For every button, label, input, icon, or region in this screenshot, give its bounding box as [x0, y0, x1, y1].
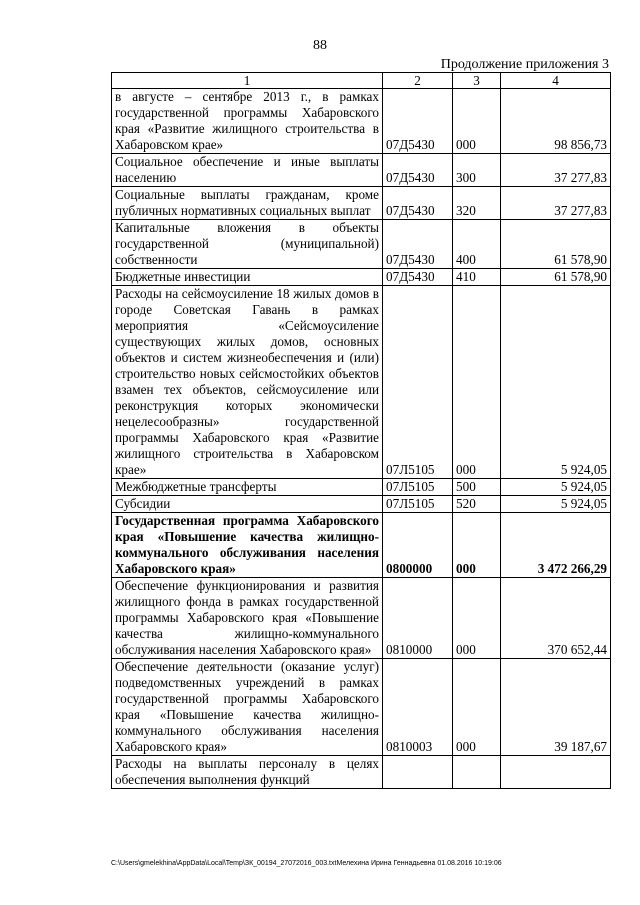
table-row	[112, 756, 611, 789]
row-type-cell: 000	[453, 659, 501, 756]
row-amount-cell: 5 924,05	[501, 496, 611, 513]
column-header-3: 3	[453, 73, 501, 89]
file-path-footer: C:\Users\gmelekhina\AppData\Local\Temp\ЗК_00194_27072016_003.txtМелехина Ирина Геннадьевна 01.08.2016 10:19:06	[111, 860, 502, 867]
row-type-cell: 300	[453, 154, 501, 187]
row-type-cell: 000	[453, 578, 501, 659]
row-type-cell: 520	[453, 496, 501, 513]
row-code-cell: 07Д5430	[383, 89, 453, 154]
table-row	[112, 578, 611, 659]
row-type-cell: 410	[453, 269, 501, 286]
row-amount-cell: 39 187,67	[501, 659, 611, 756]
column-header-2: 2	[383, 73, 453, 89]
table-header-row	[112, 73, 611, 89]
row-code-cell: 0810003	[383, 659, 453, 756]
row-amount-cell: 98 856,73	[501, 89, 611, 154]
row-type-cell: 320	[453, 187, 501, 220]
row-amount-cell: 370 652,44	[501, 578, 611, 659]
row-type-cell: 000	[453, 286, 501, 479]
row-code-cell: 07Л5105	[383, 496, 453, 513]
row-name-cell: Капитальные вложения в объекты государственной (муниципальной) собственности	[112, 220, 383, 269]
row-name-cell: Обеспечение деятельности (оказание услуг) подведомственных учреждений в рамках государственной программы Хабаровского края «Повышение качества жилищно-коммунального обслуживания населения Хабаровского края»	[112, 659, 383, 756]
table-row	[112, 89, 611, 154]
column-header-1: 1	[112, 73, 383, 89]
table-row	[112, 154, 611, 187]
row-type-cell: 000	[453, 513, 501, 578]
row-name-cell: Социальное обеспечение и иные выплаты населению	[112, 154, 383, 187]
table-row	[112, 286, 611, 479]
table-row	[112, 479, 611, 496]
row-code-cell: 0810000	[383, 578, 453, 659]
table-row	[112, 269, 611, 286]
row-name-cell: Расходы на сейсмоусиление 18 жилых домов в городе Советская Гавань в рамках мероприятия «Сейсмоусиление существующих жилых домов, основных объектов и систем жизнеобеспечения и (или) строительство новых сейсмостойких объектов взамен тех объектов, сейсмоусиление или реконструкция которых экономически нецелесообразны» государственной программы Хабаровского края «Развитие жилищного строительства в Хабаровском крае»	[112, 286, 383, 479]
row-amount-cell	[501, 756, 611, 789]
row-amount-cell: 3 472 266,29	[501, 513, 611, 578]
row-amount-cell: 61 578,90	[501, 269, 611, 286]
row-amount-cell: 5 924,05	[501, 286, 611, 479]
row-name-cell: Бюджетные инвестиции	[112, 269, 383, 286]
row-name-cell: Государственная программа Хабаровского края «Повышение качества жилищно-коммунального обслуживания населения Хабаровского края»	[112, 513, 383, 578]
row-type-cell: 400	[453, 220, 501, 269]
row-code-cell: 07Д5430	[383, 220, 453, 269]
budget-table	[111, 72, 611, 789]
row-code-cell	[383, 756, 453, 789]
row-code-cell: 0800000	[383, 513, 453, 578]
row-name-cell: Межбюджетные трансферты	[112, 479, 383, 496]
row-code-cell: 07Д5430	[383, 187, 453, 220]
table-body	[112, 89, 611, 789]
row-type-cell	[453, 756, 501, 789]
table-row	[112, 496, 611, 513]
row-name-cell: Расходы на выплаты персоналу в целях обеспечения выполнения функций	[112, 756, 383, 789]
column-header-4: 4	[501, 73, 611, 89]
row-code-cell: 07Д5430	[383, 269, 453, 286]
row-amount-cell: 61 578,90	[501, 220, 611, 269]
row-amount-cell: 5 924,05	[501, 479, 611, 496]
row-amount-cell: 37 277,83	[501, 154, 611, 187]
row-name-cell: Социальные выплаты гражданам, кроме публичных нормативных социальных выплат	[112, 187, 383, 220]
table-row	[112, 513, 611, 578]
row-type-cell: 000	[453, 89, 501, 154]
row-type-cell: 500	[453, 479, 501, 496]
continuation-note: Продолжение приложения 3	[440, 57, 609, 72]
page-number: 88	[313, 38, 327, 53]
table-row	[112, 187, 611, 220]
row-name-cell: Обеспечение функционирования и развития жилищного фонда в рамках государственной программы Хабаровского края «Повышение качества жилищно-коммунального обслуживания населения Хабаровского края»	[112, 578, 383, 659]
table-row	[112, 659, 611, 756]
row-amount-cell: 37 277,83	[501, 187, 611, 220]
row-name-cell: в августе – сентябре 2013 г., в рамках государственной программы Хабаровского края «Развитие жилищного строительства в Хабаровском крае»	[112, 89, 383, 154]
row-name-cell: Субсидии	[112, 496, 383, 513]
table-row	[112, 220, 611, 269]
row-code-cell: 07Д5430	[383, 154, 453, 187]
row-code-cell: 07Л5105	[383, 286, 453, 479]
row-code-cell: 07Л5105	[383, 479, 453, 496]
